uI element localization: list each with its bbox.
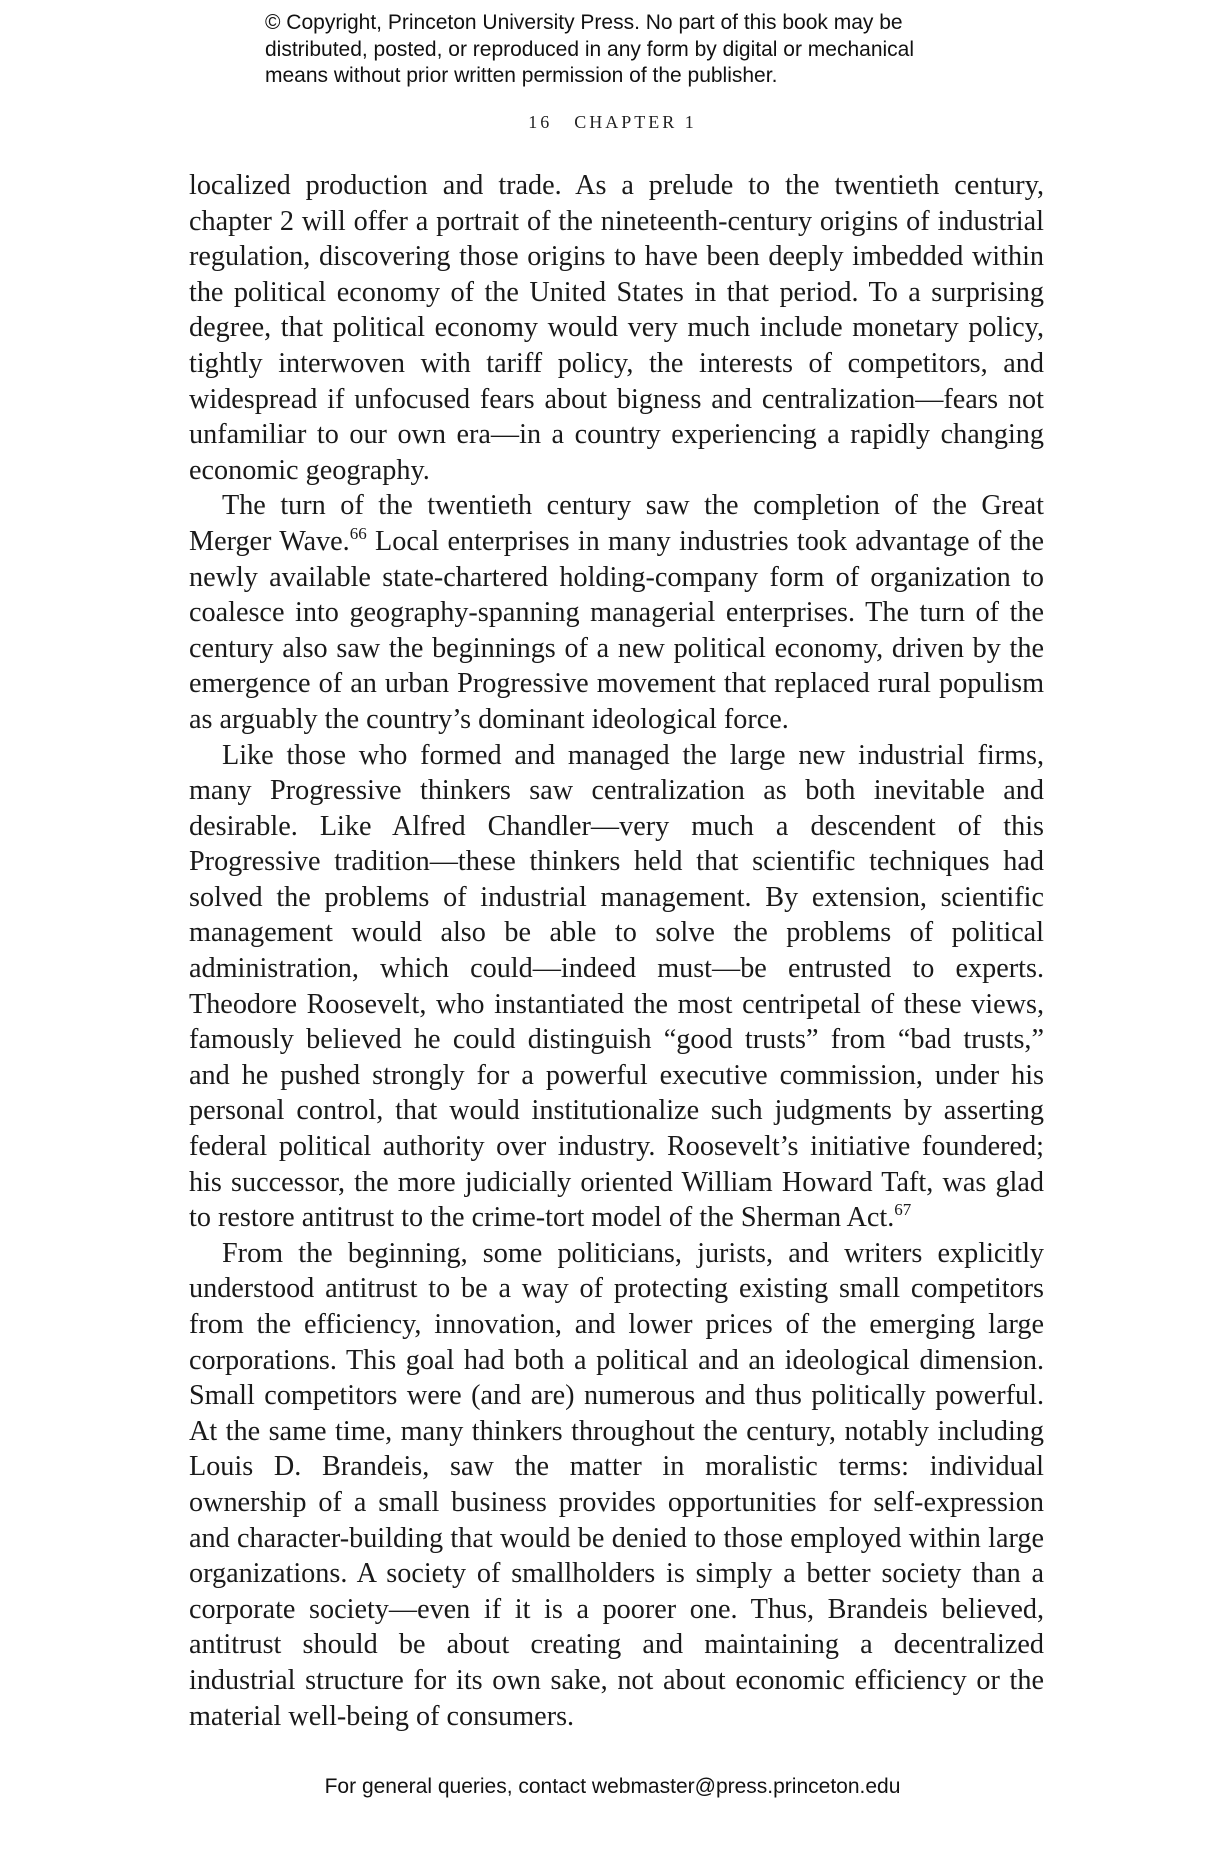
paragraph [189,738,1044,1236]
page-number: 16 [528,112,553,132]
paragraph-text: From the beginning, some politicians, jurists, and writers explicitly understood antitrust to be a way of protecting existing small competitors from the efficiency, innovation, and lower prices of the emerging large corporations. This goal had both a political and an ideological dimension. Small competitors were (and are) numerous and thus politically powerful. At the same time, many thinkers throughout the century, notably including Louis D. Brandeis, saw the matter in moralistic terms: individual ownership of a small business provides opportunities for self-expression and character-building that would be denied to those employed within large organizations. A society of smallholders is simply a better society than a corporate society—even if it is a poorer one. Thus, Brandeis believed, antitrust should be about creating and maintaining a decentralized industrial structure for its own sake, not about economic efficiency or the material well-being of consumers. [189,1237,1044,1732]
paragraph [189,1236,1044,1734]
running-head [0,112,1225,133]
paragraph-text: The turn of the twentieth century saw the completion of the Great Merger Wave. [189,490,1044,557]
paragraph [189,168,1044,488]
footer-contact: For general queries, contact webmaster@press.princeton.edu [324,1775,901,1798]
body-text [189,168,1044,1734]
paragraph-text: localized production and trade. As a prelude to the twentieth century, chapter 2 will offer a portrait of the nineteenth-century origins of industrial regulation, discovering those origins to have been deeply imbedded within the political economy of the United States in that period. To a surprising degree, that political economy would very much include monetary policy, tightly interwoven with tariff policy, the interests of competitors, and widespread if unfocused fears about bigness and centralization—fears not unfamiliar to our own era—in a country experiencing a rapidly changing economic geography. [189,170,1044,486]
paragraph [189,488,1044,737]
copyright-line: means without prior written permission of the publisher. [265,64,778,87]
paragraph-text: Local enterprises in many industries took advantage of the newly available state-chartered holding-company form of organization to coalesce into geography-spanning managerial enterprises. The turn of the century also saw the beginnings of a new political economy, driven by the emergence of an urban Progressive movement that replaced rural populism as arguably the country’s dominant ideological force. [189,525,1044,735]
footnote-reference[interactable]: 67 [894,1200,912,1220]
copyright-line: distributed, posted, or reproduced in any form by digital or mechanical [265,37,915,61]
chapter-label: CHAPTER 1 [574,112,697,132]
footnote-reference[interactable]: 66 [349,523,367,543]
copyright-notice [265,10,965,90]
paragraph-text: Like those who formed and managed the large new industrial firms, many Progressive thinkers saw centralization as both inevitable and desirable. Like Alfred Chandler—very much a descendent of this Progressive tradition—these thinkers held that scientific techniques had solved the problems of industrial management. By extension, scientific management would also be able to solve the problems of political administration, which could—indeed must—be entrusted to experts. Theodore Roosevelt, who instantiated the most centripetal of these views, famously believed he could distinguish “good trusts” from “bad trusts,” and he pushed strongly for a powerful executive commission, under his personal control, that would institutionalize such judgments by asserting federal political authority over industry. Roosevelt’s initiative foundered; his successor, the more judicially oriented William Howard Taft, was glad to restore antitrust to the crime-tort model of the Sherman Act. [189,739,1044,1234]
copyright-line: © Copyright, Princeton University Press. No part of this book may be [265,11,903,34]
